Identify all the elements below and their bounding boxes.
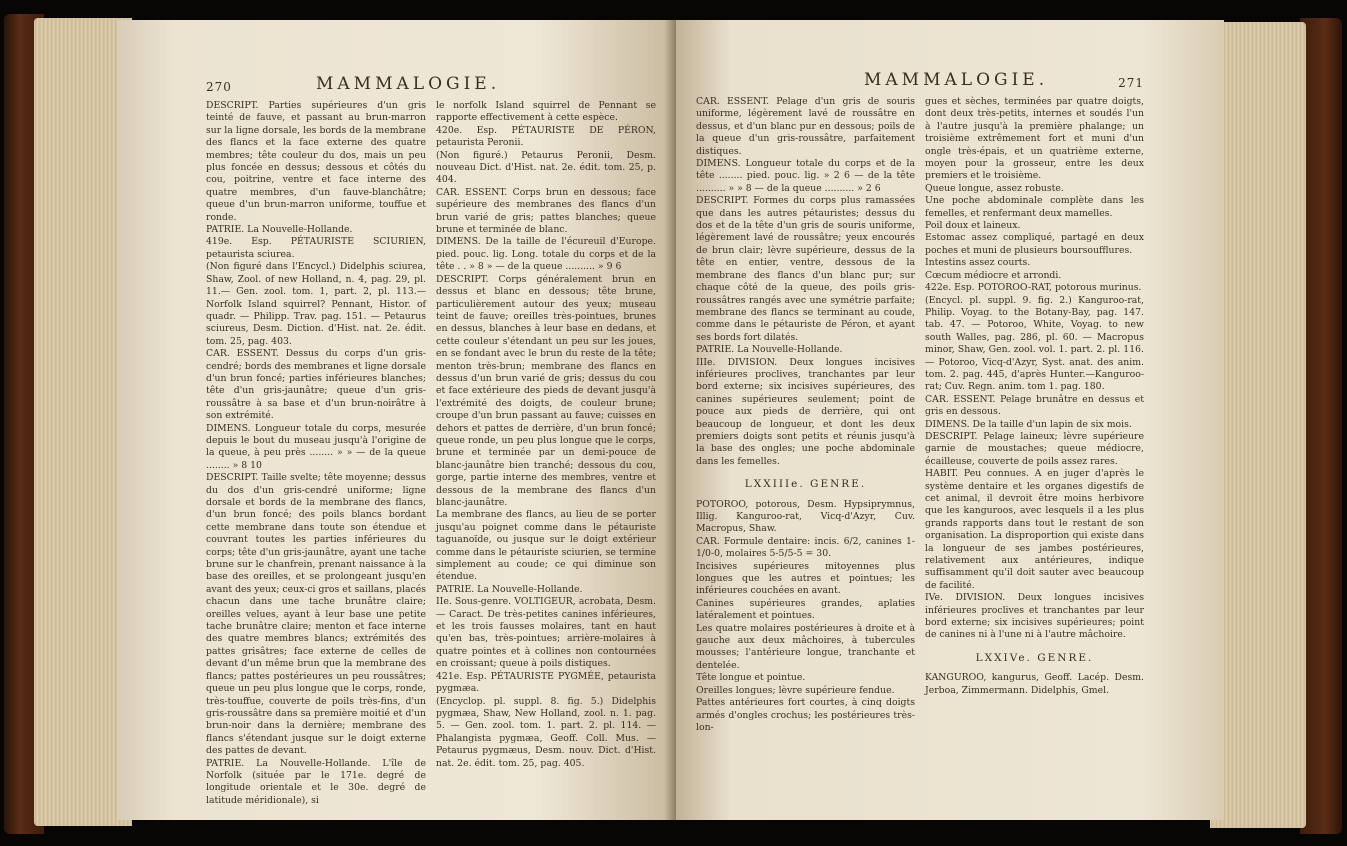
paragraph: (Encycl. pl. suppl. 9. fig. 2.) Kanguroo-rat, Philip. Voyag. to the Botany-Bay, pag. 147. tab. 47. — Potoroo, White, Voyag. to new south Walles, pag. 286, pl. 60. — Macropus minor, Shaw, Gen. zool. vol. 1. part. 2. pl. 116. — Potoroo, Vicq-d'Azyr, Syst. anat. des anim. tom. 2. pag. 445, d'après Hunter.—Kanguroo-rat; Cuv. Regn. anim. tom 1. pag. 180. bbox=[925, 294, 1144, 393]
left-column-2 bbox=[436, 100, 656, 807]
paragraph: DIMENS. De la taille de l'écureuil d'Europe. pied. pouc. lig. Long. totale du corps et de la tête . . » 8 » — de la queue .......... » 9 6 bbox=[436, 236, 656, 273]
paragraph: DESCRIPT. Formes du corps plus ramassées que dans les autres pétauristes; dessus du dos et de la tête d'un gris de souris uniforme, légèrement lavé de roussâtre; yeux encourés de brun clair; lèvre supérieure, dessus de la tête en entier, ventre, dessous de la membrane des flancs d'un blanc pur; sur chaque côté de la queue, des poils gris-roussâtres rangés avec une symétrie parfaite; membrane des flancs se terminant au coude, comme dans le pétauriste de Péron, et ayant ses bords fort dilatés. bbox=[696, 195, 915, 343]
left-column-1 bbox=[206, 100, 426, 807]
paragraph: gues et sèches, terminées par quatre doigts, dont deux très-petits, internes et soudés l'un à l'autre jusqu'à la première phalange; un troisième extrêmement fort et muni d'un ongle très-épais, et un quatrième externe, moyen pour la grosseur, entre les deux premiers et le troisième. bbox=[925, 96, 1144, 182]
left-page-number: 270 bbox=[206, 80, 232, 94]
paragraph: Estomac assez compliqué, partagé en deux poches et muni de plusieurs boursoufflures. bbox=[925, 232, 1144, 256]
right-column-2 bbox=[925, 96, 1144, 734]
right-page-edges bbox=[1210, 22, 1306, 828]
paragraph: Cœcum médiocre et arrondi. bbox=[925, 269, 1062, 281]
paragraph: Tête longue et pointue. bbox=[696, 672, 806, 684]
paragraph: DIMENS. Longueur totale du corps et de la tête ........ pied. pouc. lig. » 2 6 — de la tête .......... » » 8 — de la queue .......... » 2 6 bbox=[696, 158, 915, 194]
paragraph: le norfolk Island squirrel de Pennant se rapporte effectivement à cette espèce. bbox=[436, 100, 656, 124]
right-column-1 bbox=[696, 96, 915, 734]
paragraph: Poil doux et laineux. bbox=[925, 220, 1021, 232]
right-running-title: MAMMALOGIE. bbox=[864, 70, 1049, 90]
paragraph: CAR. ESSENT. Corps brun en dessous; face supérieure des membranes des flancs d'un brun varié de gris; pattes blanches; queue brune et terminée de blanc. bbox=[436, 186, 656, 236]
paragraph: DESCRIPT. Parties supérieures d'un gris teinté de fauve, et passant au brun-marron sur la ligne dorsale, les bords de la membrane des flancs et la face externe des quatre membres; tête couleur du dos, mais un peu plus foncée en dessus; dessous et côtés du cou, poitrine, ventre et face interne des quatre membres, d'un fauve-blanchâtre; queue d'un brun-marron uniforme, touffue et ronde. bbox=[206, 100, 426, 223]
paragraph: (Encyclop. pl. suppl. 8. fig. 5.) Didelphis pygmæa, Shaw, New Holland, zool. n. 1. pag. 5. — Gen. zool. tom. 1. part. 2. pl. 114. — Phalangista pygmæa, Geoff. Coll. Mus. — Petaurus pygmæus, Desm. nouv. Dict. d'Hist. nat. 2e. édit. tom. 25, pag. 405. bbox=[436, 695, 656, 769]
left-running-head bbox=[206, 74, 656, 100]
paragraph: PATRIE. La Nouvelle-Hollande. bbox=[436, 583, 583, 595]
paragraph: (Non figuré dans l'Encycl.) Didelphis sciurea, Shaw, Zool. of new Holland, n. 4, pag. 29, pl. 11.— Gen. zool. tom. 1, part. 2, pl. 113.— Norfolk Island squirrel? Pennant, Histor. of quadr. — Philipp. Trav. pag. 151. — Petaurus sciureus, Desm. Diction. d'Hist. nat. 2e. édit. tom. 25, pag. 403. bbox=[206, 261, 426, 347]
right-page bbox=[676, 20, 1224, 820]
species-heading: 420e. Esp. PÉTAURISTE DE PÉRON, petaurista Peronii. bbox=[436, 124, 656, 149]
paragraph: DIMENS. De la taille d'un lapin de six mois. bbox=[925, 418, 1132, 430]
paragraph: (Non figuré.) Petaurus Peronii, Desm. nouveau Dict. d'Hist. nat. 2e. édit. tom. 25, p. 404. bbox=[436, 149, 656, 186]
paragraph: CAR. ESSENT. Dessus du corps d'un gris-cendré; bords des membranes et ligne dorsale d'un brun foncé; parties inférieures blanches; tête d'un gris-jaunâtre; queue d'un gris-roussâtre à sa base et d'un brun-noirâtre à son extrémité. bbox=[206, 348, 426, 422]
genus-heading: LXXIIIe. GENRE. bbox=[744, 478, 867, 491]
paragraph: DESCRIPT. Taille svelte; tête moyenne; dessus du dos d'un gris-cendré uniforme; ligne dorsale et bords de la membrane des flancs, d'un brun foncé; des poils blancs bordant cette membrane dans toute son étendue et couvrant toutes les parties inférieures du corps; tête d'un gris-jaunâtre, ayant une tache brune sur le chanfrein, prenant naissance à la base des oreilles, et se prolongeant jusqu'en avant des yeux; ceux-ci gros et saillans, placés chacun dans une tache brunâtre claire; oreilles velues, ayant à leur base une petite tache brunâtre claire; menton et face interne des quatre membres blancs; extrémités des pattes grisâtres; face externe de celles de devant d'un même brun que la membrane des flancs; pattes postérieures un peu roussâtres; queue un peu plus longue que le corps, ronde, très-touffue, couverte de poils très-fins, d'un gris-roussâtre dans sa première moitié et d'un brun-noir dans la dernière; membrane des flancs s'étendant jusque sur le doigt externe des pattes de devant. bbox=[206, 472, 426, 757]
paragraph: Queue longue, assez robuste. bbox=[925, 182, 1064, 194]
paragraph: PATRIE. La Nouvelle-Hollande. L'île de Norfolk (située par le 171e. degré de longitude orientale et le 30e. degré de latitude méridionale), si bbox=[206, 757, 426, 806]
species-heading: 422e. Esp. POTOROO-RAT, potorous murinus. bbox=[925, 282, 1142, 294]
right-running-head bbox=[696, 70, 1144, 96]
paragraph: PATRIE. La Nouvelle-Hollande. bbox=[206, 224, 353, 236]
paragraph: IIIe. DIVISION. Deux longues incisives inférieures proclives, tranchantes par leur bord externe; six incisives supérieures, des canines supérieures seulement; point de pouce aux pieds de derrière, qui ont beaucoup de longueur, et dont les deux premiers doigts sont petits et réunis jusqu'à la base des ongles; une poche abdominale dans les femelles. bbox=[696, 356, 915, 467]
paragraph: PATRIE. La Nouvelle-Hollande. bbox=[696, 344, 843, 356]
left-running-title: MAMMALOGIE. bbox=[316, 74, 501, 94]
paragraph: DIMENS. Longueur totale du corps, mesurée depuis le bout du museau jusqu'à l'origine de la queue, à peu près ........ » » — de la queue ........ » 8 10 bbox=[206, 422, 426, 471]
paragraph: Une poche abdominale complète dans les femelles, et renfermant deux mamelles. bbox=[925, 195, 1144, 219]
paragraph: Oreilles longues; lèvre supérieure fendue. bbox=[696, 684, 895, 696]
paragraph: Les quatre molaires postérieures à droite et à gauche aux deux mâchoires, à tubercules mousses; l'antérieure longue, tranchante et dentelée. bbox=[696, 622, 915, 671]
paragraph: DESCRIPT. Corps généralement brun en dessus et blanc en dessous; tête brune, particulièrement autour des yeux; museau teint de fauve; oreilles très-pointues, brunes en dessus, blanches à leur base en dedans, et cette couleur s'étendant un peu sur les joues, en se fondant avec le brun du reste de la tête; menton très-brun; membrane des flancs en dessus d'un brun varié de gris; dessus du cou et face extérieure des pieds de devant jusqu'à l'extrémité des doigts, de couleur brune; croupe d'un brun passant au fauve; cuisses en dehors et pattes de derrière, d'un brun foncé; queue ronde, un peu plus longue que le corps, brune et terminée par un demi-pouce de blanc-jaunâtre bien tranché; dessous du cou, gorge, partie interne des membres, ventre et dessous de la membrane des flancs d'un blanc-jaunâtre. bbox=[436, 273, 656, 508]
paragraph: Incisives supérieures mitoyennes plus longues que les autres et pointues; les inférieures couchées en avant. bbox=[696, 560, 915, 597]
paragraph: Pattes antérieures fort courtes, à cinq doigts armés d'ongles crochus; les postérieures très-lon- bbox=[696, 697, 915, 733]
right-cover bbox=[1300, 18, 1342, 834]
paragraph: CAR. Formule dentaire: incis. 6/2, canines 1-1/0-0, molaires 5-5/5-5 = 30. bbox=[696, 535, 915, 560]
paragraph: Canines supérieures grandes, aplaties latéralement et pointues. bbox=[696, 597, 915, 622]
paragraph: CAR. ESSENT. Pelage d'un gris de souris uniforme, légèrement lavé de roussâtre en dessus, et d'un blanc pur en dessous; poils de la queue d'un gris-roussâtre, parfaitement distiques. bbox=[696, 96, 915, 157]
paragraph: IIe. Sous-genre. VOLTIGEUR, acrobata, Desm.— Caract. De très-petites canines inférieures, et les trois fausses molaires, tant en haut qu'en bas, très-pointues; arrière-molaires à quatre pointes et à collines non contournées en croissant; queue à poils distiques. bbox=[436, 596, 656, 670]
paragraph: IVe. DIVISION. Deux longues incisives inférieures proclives et tranchantes par leur bord externe; six incisives supérieures; point de canines ni à l'une ni à l'autre mâchoire. bbox=[925, 592, 1144, 641]
paragraph: HABIT. Peu connues. A en juger d'après le système dentaire et les organes digestifs de cet animal, il devroit être moins herbivore que les kanguroos, avec lesquels il a les plus grands rapports dans tout le restant de son organisation. La disproportion qui existe dans la longueur de ses jambes postérieures, relativement aux antérieures, indique suffisamment qu'il doit sauter avec beaucoup de facilité. bbox=[925, 468, 1144, 591]
genus-heading: LXXIVe. GENRE. bbox=[975, 651, 1094, 664]
paragraph: CAR. ESSENT. Pelage brunâtre en dessus et gris en dessous. bbox=[925, 393, 1144, 418]
paragraph: La membrane des flancs, au lieu de se porter jusqu'au poignet comme dans le pétauriste taguanoïde, ou jusque sur le doigt extérieur comme dans le pétauriste sciurien, se termine simplement au coude; ce qui diminue son étendue. bbox=[436, 509, 656, 583]
paragraph: POTOROO, potorous, Desm. Hypsiprymnus, Illig. Kanguroo-rat, Vicq-d'Azyr, Cuv. Macropus, Shaw. bbox=[696, 498, 915, 535]
species-heading: 419e. Esp. PÉTAURISTE SCIURIEN, petaurista sciurea. bbox=[206, 236, 426, 260]
species-heading: 421e. Esp. PÉTAURISTE PYGMÉE, petaurista pygmæa. bbox=[436, 670, 656, 695]
right-page-number: 271 bbox=[1118, 76, 1144, 90]
paragraph: KANGUROO, kangurus, Geoff. Lacép. Desm. Jerboa, Zimmermann. Didelphis, Gmel. bbox=[925, 672, 1144, 696]
left-page bbox=[118, 20, 678, 820]
paragraph: DESCRIPT. Pelage laineux; lèvre supérieure garnie de moustaches; queue médiocre, écailleuse, couverte de poils assez rares. bbox=[925, 430, 1144, 467]
paragraph: Intestins assez courts. bbox=[925, 257, 1031, 269]
